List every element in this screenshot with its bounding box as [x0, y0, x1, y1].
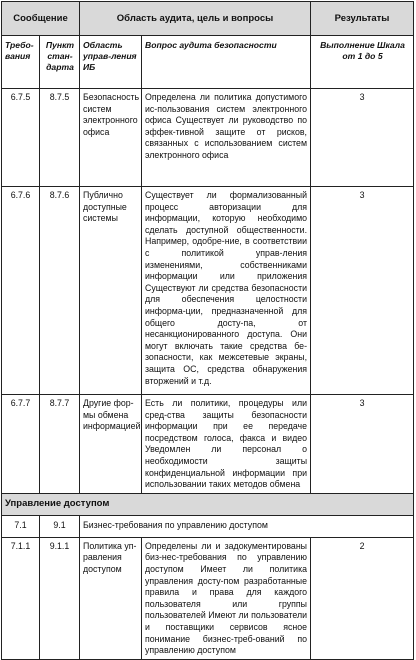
- score-cell: 3: [311, 187, 414, 395]
- subheader-row: [2, 36, 414, 89]
- table-row: [2, 395, 414, 494]
- question-cell: Есть ли политики, процедуры или сред-ства защиты безопасности информации при ее передаче посредством голоса, факса и видео Уведомлен ли персонал о необходимости защиты конфиденциальной информации при использовании таких методов обмена: [142, 395, 311, 494]
- subheader-area: Область управ-ления ИБ: [80, 36, 142, 89]
- audit-table: [1, 1, 414, 660]
- section-row: [2, 493, 414, 515]
- area-cell: Политика уп-равления доступом: [80, 537, 142, 659]
- score-cell: 2: [311, 537, 414, 659]
- subheader-question: Вопрос аудита безопасности: [142, 36, 311, 89]
- subheader-requirement: Требо-вания: [2, 36, 40, 89]
- header-compare: Сообщение: [2, 2, 80, 36]
- header-row: [2, 2, 414, 36]
- table-row: [2, 89, 414, 187]
- req-cell: 6.7.6: [2, 187, 40, 395]
- audit-table-page: [1, 1, 415, 656]
- area-cell: Бизнес-требования по управлению доступом: [80, 515, 414, 537]
- table-row: [2, 187, 414, 395]
- header-results: Результаты: [311, 2, 414, 36]
- section-title: Управление доступом: [2, 493, 414, 515]
- score-cell: 3: [311, 89, 414, 187]
- item-cell: 8.7.6: [40, 187, 80, 395]
- score-cell: 3: [311, 395, 414, 494]
- item-cell: 8.7.7: [40, 395, 80, 494]
- subheader-item: Пункт стан-дарта: [40, 36, 80, 89]
- area-cell: Безопасность систем электронного офиса: [80, 89, 142, 187]
- question-cell: Определены ли и задокументированы биз-нес-требования по управлению доступом Имеет ли политика управления досту-пом разработанные правила и права для каждого пользователя или группы пользователей Имеют ли пользователи и поставщики сервисов ясное понимание бизнес-треб-ований по управлению доступом: [142, 537, 311, 659]
- subheader-score: Выполнение Шкала от 1 до 5: [311, 36, 414, 89]
- item-cell: 8.7.5: [40, 89, 80, 187]
- area-cell: Публично доступные системы: [80, 187, 142, 395]
- header-area: Область аудита, цель и вопросы: [80, 2, 311, 36]
- table-row: [2, 537, 414, 659]
- question-cell: Определена ли политика допустимого ис-пользования систем электронного офиса Существует ли руководство по эффек-тивной защите от рисков, связанных с использованием систем электронного офиса: [142, 89, 311, 187]
- req-cell: 6.7.5: [2, 89, 40, 187]
- req-cell: 7.1.1: [2, 537, 40, 659]
- question-cell: Существует ли формализованный процесс авторизации для информации, которую необходимо сделать доступной общественности. Например, одобре-ние, в соответствии с политикой управ-ления изменениями, собственниками информации или приложения Существуют ли средства безопасности для обеспечения целостности информа-ции, предназначенной для общего досту-па, от несанкционированного доступа. Они могут включать такие средства бе-зопасности, как межсетевые экраны, защита ОС, средства обнаружения вторжений и т.д.: [142, 187, 311, 395]
- area-cell: Другие фор-мы обмена информацией: [80, 395, 142, 494]
- table-row: [2, 515, 414, 537]
- req-cell: 6.7.7: [2, 395, 40, 494]
- req-cell: 7.1: [2, 515, 40, 537]
- item-cell: 9.1: [40, 515, 80, 537]
- item-cell: 9.1.1: [40, 537, 80, 659]
